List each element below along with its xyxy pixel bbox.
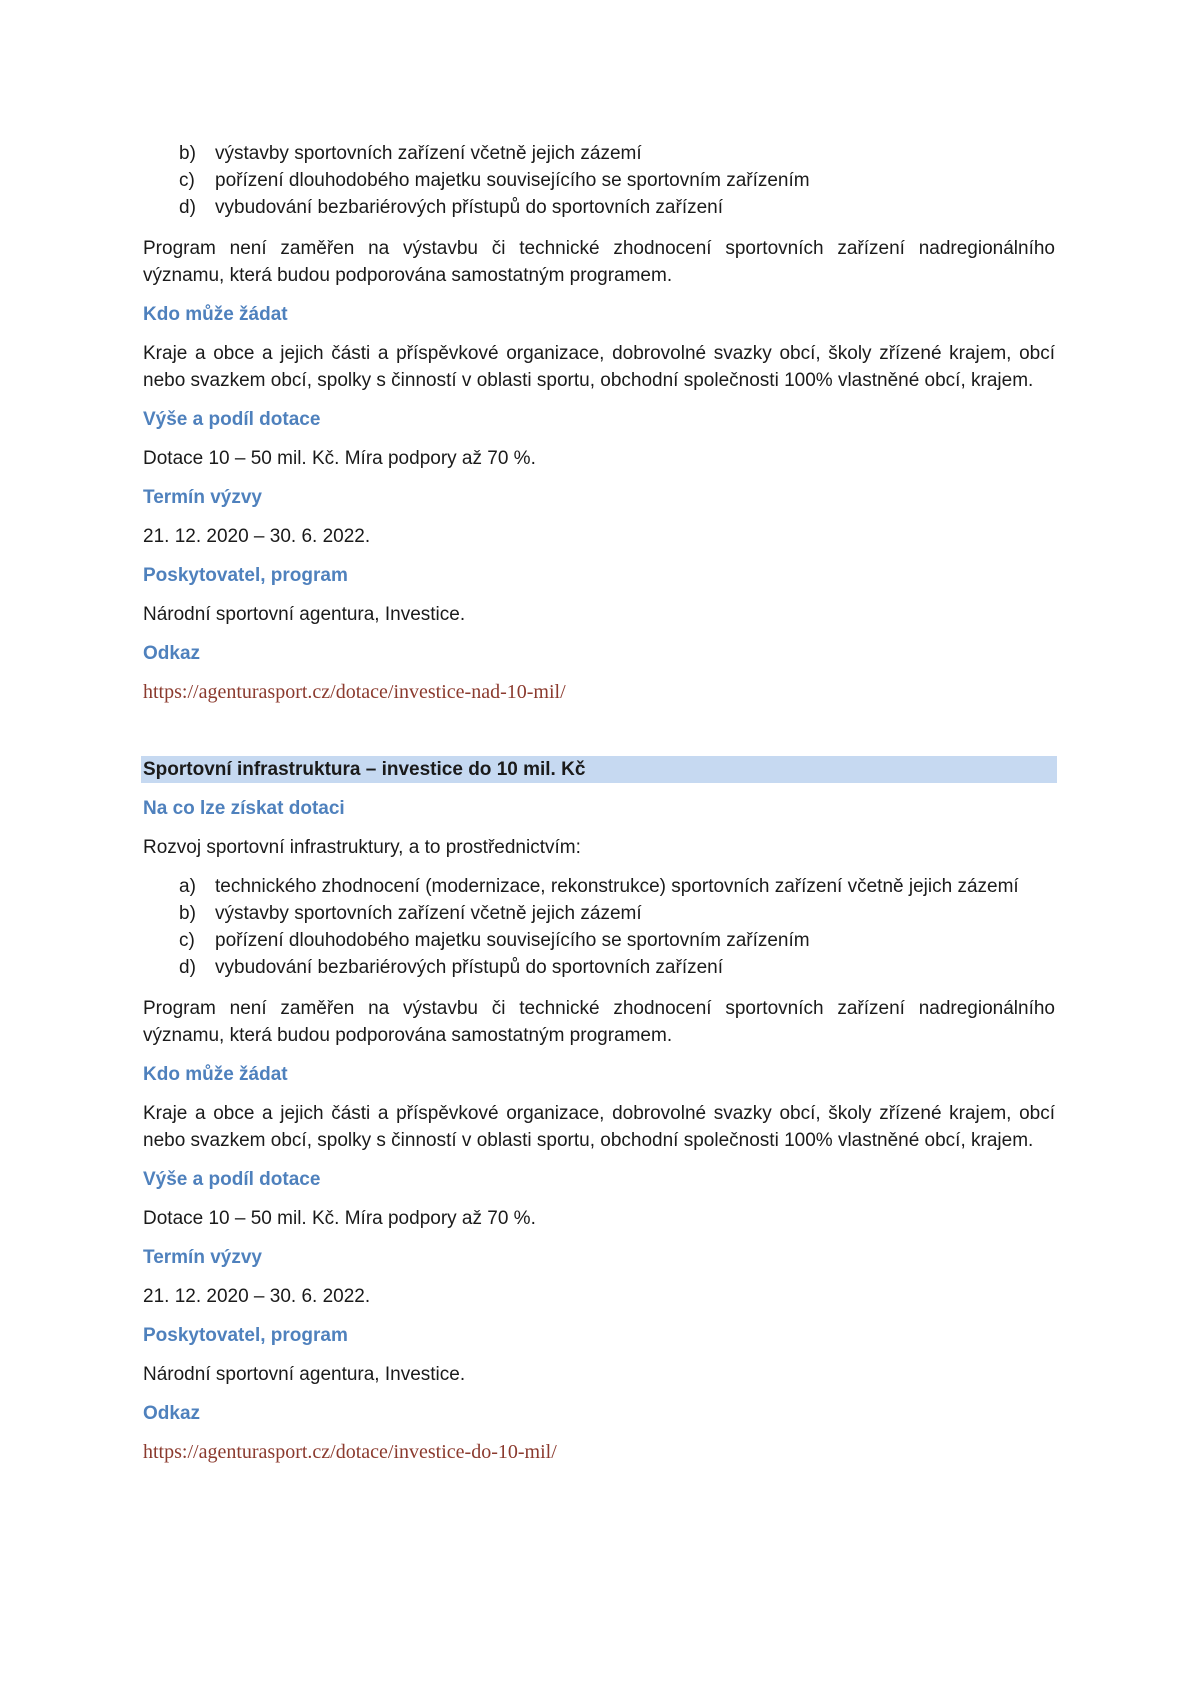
who-heading: Kdo může žádat <box>143 304 288 325</box>
section-title: Sportovní infrastruktura – investice do 10 mil. Kč <box>141 756 1057 783</box>
list-item-text: pořízení dlouhodobého majetku souvisejícího se sportovním zařízením <box>215 170 810 191</box>
who-heading: Kdo může žádat <box>143 1064 288 1085</box>
list-item-text: vybudování bezbariérových přístupů do sportovních zařízení <box>215 197 724 218</box>
amount-heading: Výše a podíl dotace <box>143 409 321 430</box>
list-marker: d) <box>179 957 196 978</box>
amount-text: Dotace 10 – 50 mil. Kč. Míra podpory až 70 %. <box>143 448 536 469</box>
link-heading: Odkaz <box>143 1403 201 1424</box>
link-heading: Odkaz <box>143 643 201 664</box>
program-note: Program není zaměřen na výstavbu či technické zhodnocení sportovních zařízení nadregionálního významu, která budou podporována samostatným programem. <box>143 998 1055 1046</box>
list-item-text: výstavby sportovních zařízení včetně jejich zázemí <box>215 143 642 164</box>
program-link[interactable]: https://agenturasport.cz/dotace/investice-nad-10-mil/ <box>143 681 566 703</box>
who-text: Kraje a obce a jejich části a příspěvkové organizace, dobrovolné svazky obcí, školy zřízené krajem, obcí nebo svazkem obcí, spolky s činností v oblasti sportu, obchodní společnosti 100% vlastněné obcí, krajem. <box>143 1103 1055 1151</box>
what-intro: Rozvoj sportovní infrastruktury, a to prostřednictvím: <box>143 837 581 858</box>
list-marker: b) <box>179 143 196 164</box>
term-text: 21. 12. 2020 – 30. 6. 2022. <box>143 1286 371 1307</box>
provider-heading: Poskytovatel, program <box>143 1325 348 1346</box>
list-item-text: vybudování bezbariérových přístupů do sportovních zařízení <box>215 957 724 978</box>
provider-text: Národní sportovní agentura, Investice. <box>143 1364 466 1385</box>
provider-heading: Poskytovatel, program <box>143 565 348 586</box>
who-text: Kraje a obce a jejich části a příspěvkové organizace, dobrovolné svazky obcí, školy zřízené krajem, obcí nebo svazkem obcí, spolky s činností v oblasti sportu, obchodní společnosti 100% vlastněné obcí, krajem. <box>143 343 1055 391</box>
document-page <box>143 140 1055 1478</box>
amount-heading: Výše a podíl dotace <box>143 1169 321 1190</box>
program-note: Program není zaměřen na výstavbu či technické zhodnocení sportovních zařízení nadregionálního významu, která budou podporována samostatným programem. <box>143 238 1055 286</box>
amount-text: Dotace 10 – 50 mil. Kč. Míra podpory až 70 %. <box>143 1208 536 1229</box>
term-text: 21. 12. 2020 – 30. 6. 2022. <box>143 526 371 547</box>
list-marker: c) <box>179 170 195 191</box>
link-container <box>143 1439 1055 1466</box>
list-marker: d) <box>179 197 196 218</box>
list-item <box>143 167 1055 194</box>
activity-list <box>143 140 1055 221</box>
list-item <box>143 194 1055 221</box>
list-item-text: technického zhodnocení (modernizace, rekonstrukce) sportovních zařízení včetně jejich zázemí <box>215 876 1019 897</box>
list-item <box>143 140 1055 167</box>
activity-list <box>143 873 1055 981</box>
list-item-text: výstavby sportovních zařízení včetně jejich zázemí <box>215 903 642 924</box>
list-marker: a) <box>179 876 196 897</box>
term-heading: Termín výzvy <box>143 1247 262 1268</box>
provider-text: Národní sportovní agentura, Investice. <box>143 604 466 625</box>
list-marker: b) <box>179 903 196 924</box>
list-item <box>143 900 1055 927</box>
list-item <box>143 927 1055 954</box>
what-heading: Na co lze získat dotaci <box>143 798 345 819</box>
term-heading: Termín výzvy <box>143 487 262 508</box>
list-marker: c) <box>179 930 195 951</box>
program-link[interactable]: https://agenturasport.cz/dotace/investice-do-10-mil/ <box>143 1441 557 1463</box>
list-item <box>143 954 1055 981</box>
list-item <box>143 873 1055 900</box>
list-item-text: pořízení dlouhodobého majetku souvisejícího se sportovním zařízením <box>215 930 810 951</box>
link-container <box>143 679 1055 706</box>
